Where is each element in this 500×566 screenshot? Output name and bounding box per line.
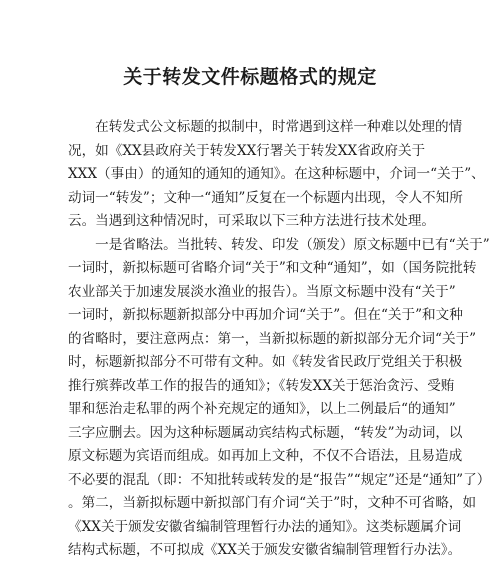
- body-line: 结构式标题，不可拟成《XX关于颁发安徽省编制管理暂行办法》。: [68, 542, 462, 558]
- body-line: 动词一“转发”；文种一“通知”反复在一个标题内出现，令人不知所: [68, 189, 463, 206]
- body-line: 原文标题为宾语而组成。如再加上文种，不仅不合语法，且易造成: [68, 448, 463, 464]
- body-line: 云。当遇到这种情况时，可采取以下三种方法进行技术处理。: [68, 213, 436, 229]
- body-line: 推行殡葬改革工作的报告的通知》；《转发XX关于惩治贪污、受贿: [68, 377, 455, 394]
- body-line: 况，如《XX县政府关于转发XX行署关于转发XX省政府关于: [68, 142, 426, 159]
- body-line: 时，标题新拟部分不可带有文种。如《转发省民政厅党组关于积极: [68, 354, 463, 370]
- body-line: 在转发式公文标题的拟制中，时常遇到这样一种难以处理的情: [68, 119, 463, 135]
- body-line: XXX（事由）的通知的通知的通知》。在这种标题中，介词一“关于”、: [68, 166, 485, 182]
- body-line: 三字应删去。因为这种标题属动宾结构式标题，“转发”为动词，以: [68, 424, 463, 441]
- document-title: 关于转发文件标题格式的规定: [123, 66, 377, 88]
- body-line: 一词时，新拟标题新拟部分中再加介词“关于”。但在“关于”和文种: [68, 307, 463, 323]
- body-line: 罪和惩治走私罪的两个补充规定的通知》，以上二例最后“的通知”: [68, 401, 456, 417]
- body-line: 农业部关于加速发展淡水渔业的报告）。当原文标题中没有“关于”: [68, 283, 456, 300]
- body-line: 。第二，当新拟标题中新拟部门有介词“关于”时，文种不可省略，如: [68, 495, 477, 511]
- body-line: 的省略时，要注意两点：第一，当新拟标题的新拟部分无介词“关于”: [68, 330, 477, 347]
- body-line: 一词时，新拟标题可省略介词“关于”和文种“通知”，如（国务院批转: [68, 260, 477, 276]
- body-line: 《XX关于颁发安徽省编制管理暂行办法的通知》。这类标题属介词: [68, 518, 462, 535]
- document-body: [68, 116, 491, 563]
- body-line: 一是省略法。当批转、转发、印发（颁发）原文标题中已有“关于”: [68, 236, 490, 253]
- body-line: 不必要的混乱（即：不知批转或转发的是“报告”“规定”还是“通知”了）: [68, 471, 491, 488]
